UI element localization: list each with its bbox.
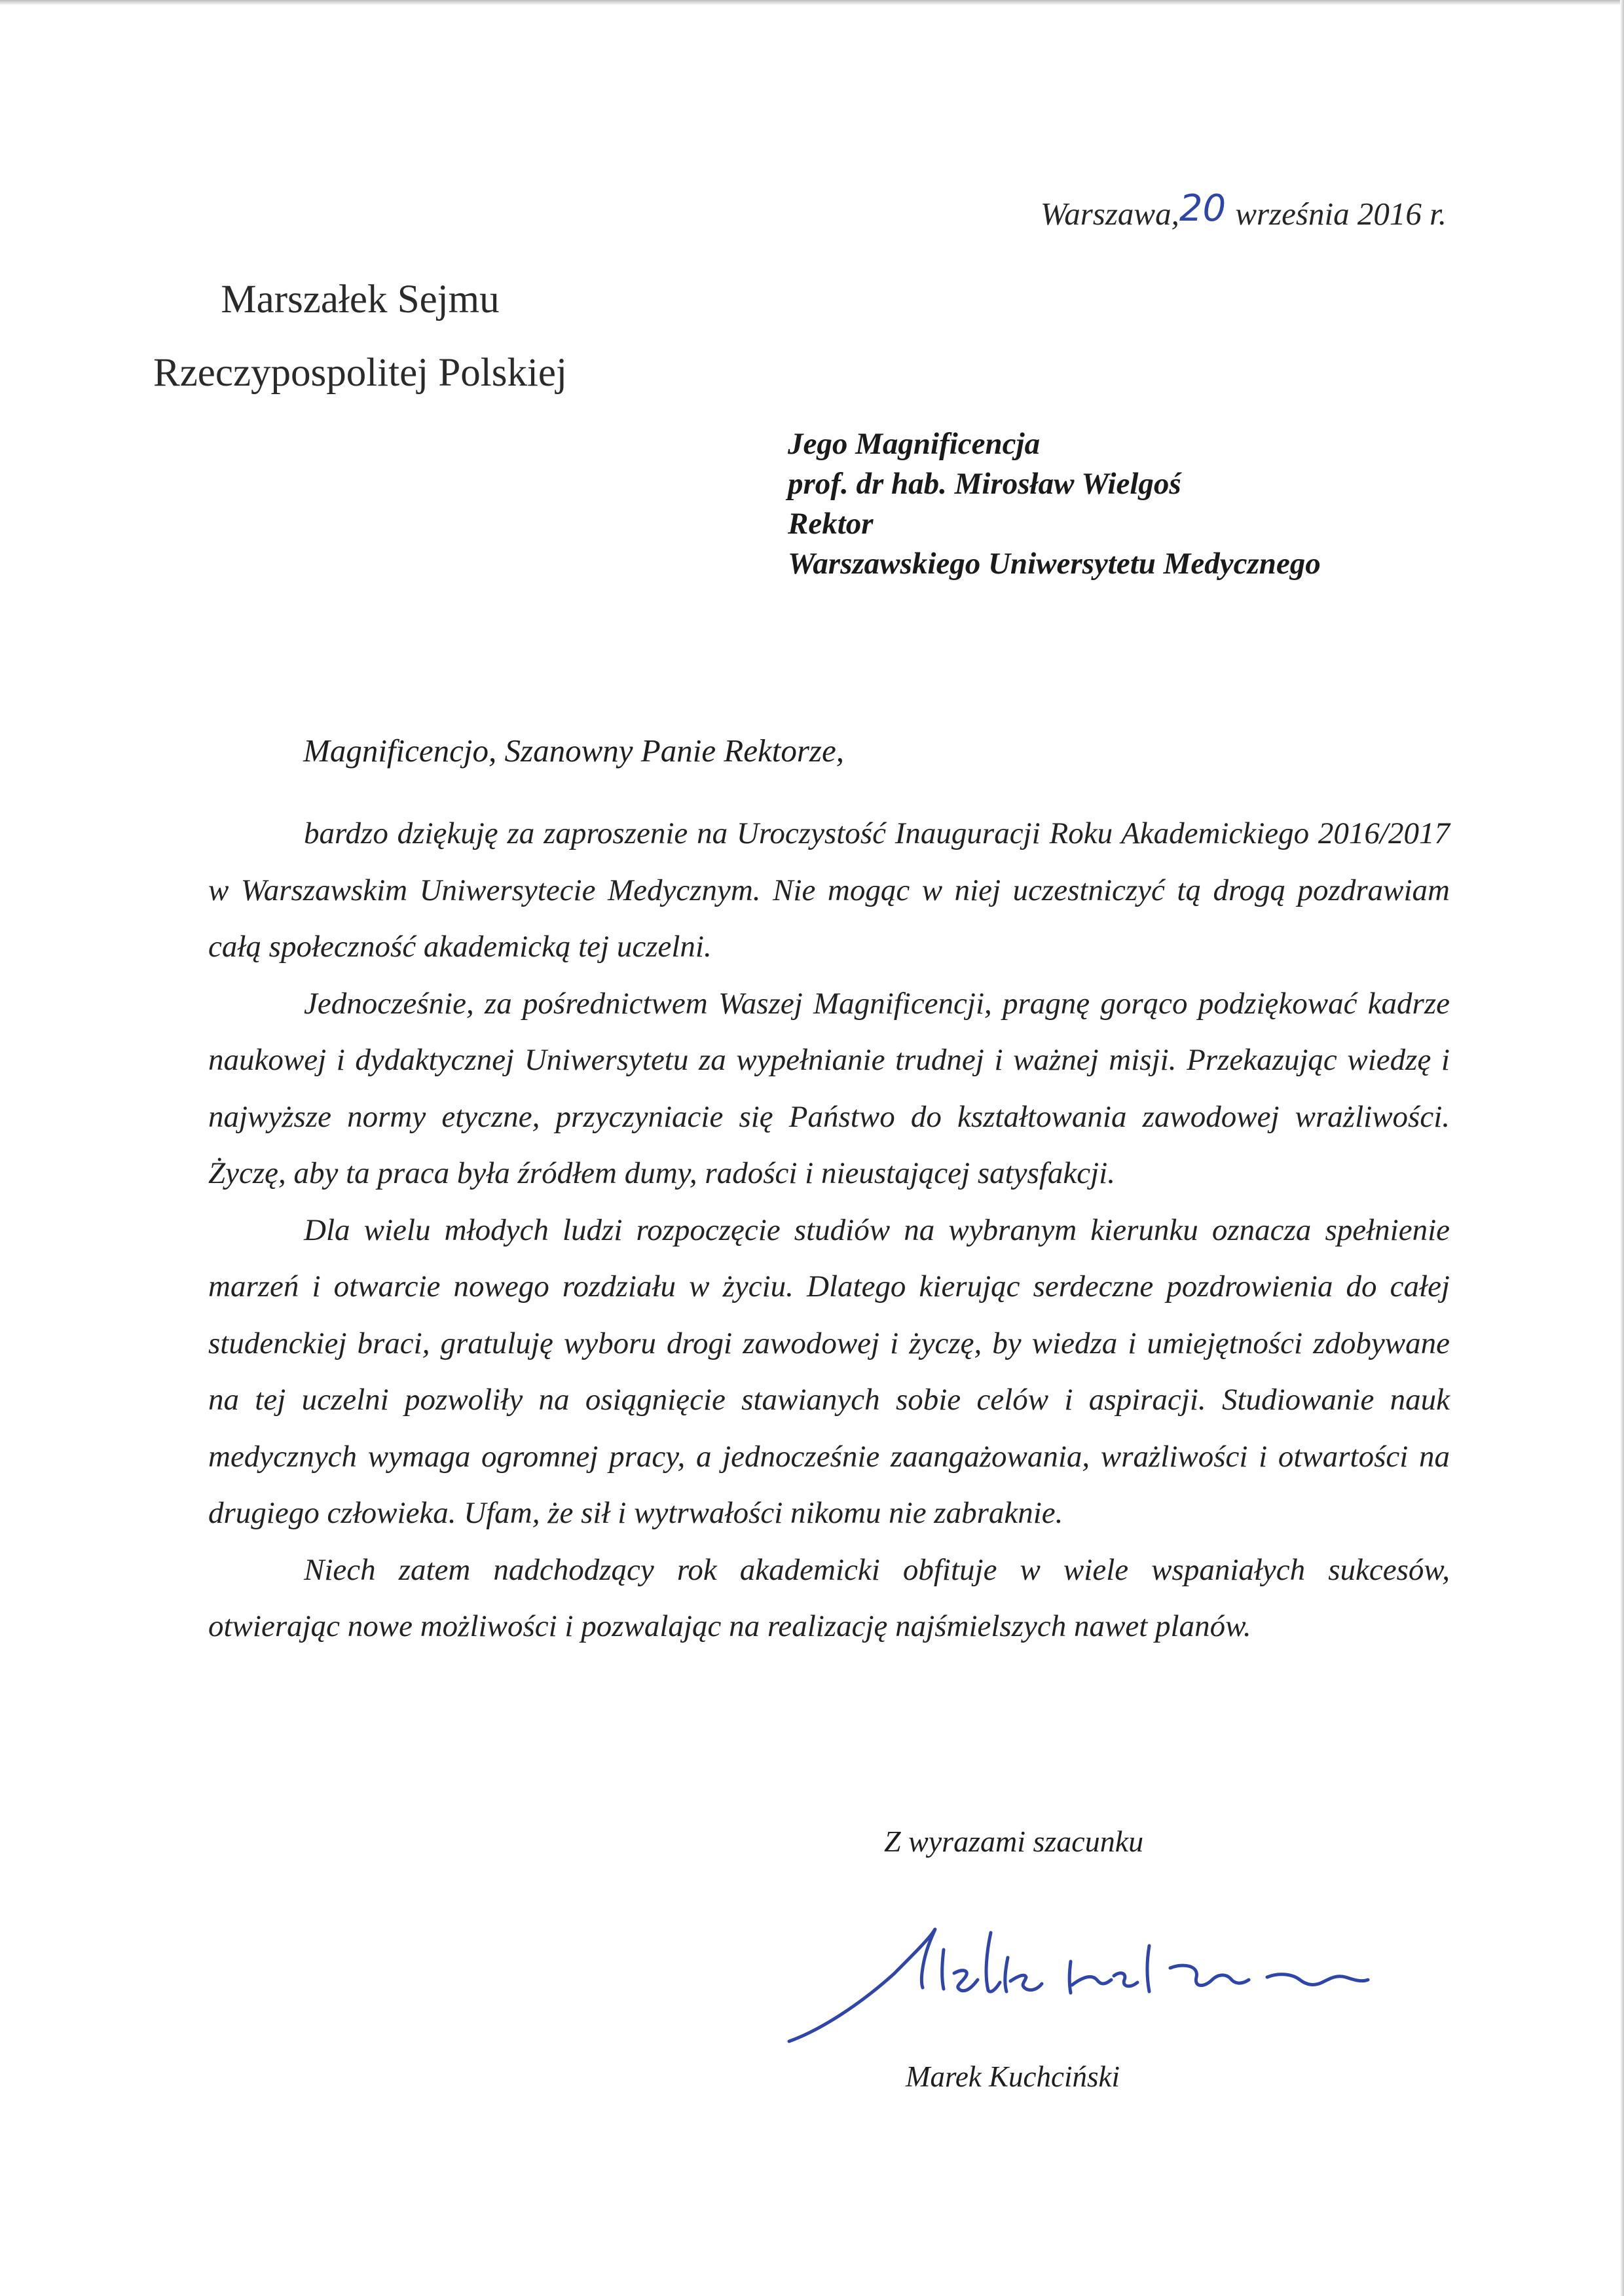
addressee-block xyxy=(788,424,1321,584)
body-paragraph: bardzo dziękuję za zaproszenie na Uroczystość Inauguracji Roku Akademickiego 2016/2017 w Warszawskim Uniwersytecie Medycznym. Nie mogąc w niej uczestniczyć tą drogą pozdrawiam całą społeczność akademicką tej uczelni. xyxy=(208,816,1450,964)
addressee-line: prof. dr hab. Mirosław Wielgoś xyxy=(788,467,1181,501)
signatory-name: Marek Kuchciński xyxy=(906,2060,1120,2093)
sender-institution: Rzeczypospolitej Polskiej xyxy=(153,351,567,395)
handwritten-signature xyxy=(783,1912,1372,2062)
salutation: Magnificencjo, Szanowny Panie Rektorze, xyxy=(303,733,844,769)
sender-header xyxy=(131,263,589,410)
addressee-line: Warszawskiego Uniwersytetu Medycznego xyxy=(788,547,1321,581)
letter-body xyxy=(208,805,1450,1655)
addressee-line: Rektor xyxy=(788,507,874,541)
page-edge xyxy=(1620,0,1624,2296)
closing-phrase: Z wyrazami szacunku xyxy=(884,1825,1144,1858)
page-edge xyxy=(0,0,1624,5)
sender-title: Marszałek Sejmu xyxy=(221,278,500,321)
letter-date xyxy=(1040,187,1447,234)
date-city: Warszawa, xyxy=(1040,196,1179,232)
body-paragraph: Dla wielu młodych ludzi rozpoczęcie studiów na wybranym kierunku oznacza spełnienie marzeń i otwarcie nowego rozdziału w życiu. Dlatego kierując serdeczne pozdrowienia do całej studenckiej braci, gratuluję wyboru drogi zawodowej i życzę, by wiedza i umiejętności zdobywane na tej uczelni pozwoliły na osiągnięcie stawianych sobie celów i aspiracji. Studiowanie nauk medycznych wymaga ogromnej pracy, a jednocześnie zaangażowania, wrażliwości i otwartości na drugiego człowieka. Ufam, że sił i wytrwałości nikomu nie zabraknie. xyxy=(208,1212,1450,1530)
body-paragraph: Jednocześnie, za pośrednictwem Waszej Magnificencji, pragnę gorąco podziękować kadrze naukowej i dydaktycznej Uniwersytetu za wypełnianie trudnej i ważnej misji. Przekazując wiedzę i najwyższe normy etyczne, przyczyniacie się Państwo do kształtowania zawodowej wrażliwości. Życzę, aby ta praca była źródłem dumy, radości i nieustającej satysfakcji. xyxy=(208,986,1450,1190)
body-paragraph: Niech zatem nadchodzący rok akademicki obfituje w wiele wspaniałych sukcesów, otwierając nowe możliwości i pozwalając na realizację najśmielszych nawet planów. xyxy=(208,1552,1450,1643)
date-day-handwritten: 20 xyxy=(1179,187,1227,230)
addressee-line: Jego Magnificencja xyxy=(788,427,1041,461)
date-month-year: września 2016 r. xyxy=(1235,196,1447,232)
